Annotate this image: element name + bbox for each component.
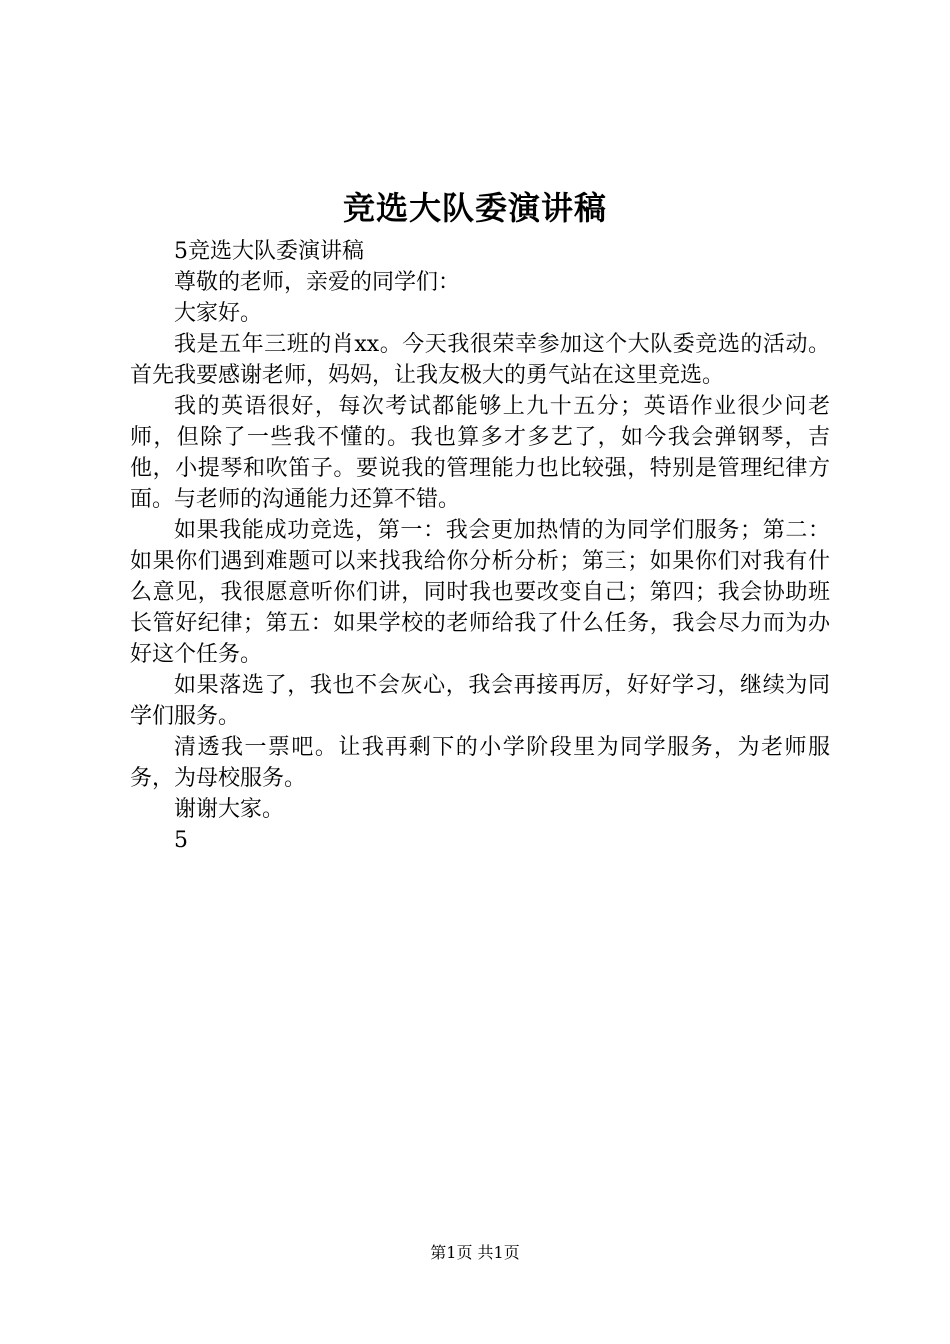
paragraph-introduction: 我是五年三班的肖xx。今天我很荣幸参加这个大队委竞选的活动。首先我要感谢老师，妈妈，让我友极大的勇气站在这里竞选。 [130,332,830,388]
paragraph-abilities: 我的英语很好，每次考试都能够上九十五分；英语作业很少问老师，但除了一些我不懂的。我也算多才多艺了，如今我会弹钢琴，吉他，小提琴和吹笛子。要说我的管理能力也比较强，特别是管理纪律方面。与老师的沟通能力还算不错。 [130,394,830,512]
paragraph-if-not-elected: 如果落选了，我也不会灰心，我会再接再厉，好好学习，继续为同学们服务。 [130,673,830,729]
paragraph-greeting: 大家好。 [174,301,263,326]
page-footer: 第1页 共1页 [430,1243,520,1262]
document-body [130,236,830,856]
paragraph-salutation: 尊敬的老师，亲爱的同学们： [174,270,461,295]
paragraph-vote-request: 清透我一票吧。让我再剩下的小学阶段里为同学服务，为老师服务，为母校服务。 [130,735,830,791]
paragraph-thanks: 谢谢大家。 [174,797,285,822]
document-title: 竞选大队委演讲稿 [342,189,607,227]
paragraph-subtitle: 5竞选大队委演讲稿 [174,239,364,264]
paragraph-trailing-number: 5 [174,828,188,853]
paragraph-promises: 如果我能成功竞选，第一：我会更加热情的为同学们服务；第二：如果你们遇到难题可以来找我给你分析分析；第三；如果你们对我有什么意见，我很愿意听你们讲，同时我也要改变自己；第四；我会协助班长管好纪律；第五：如果学校的老师给我了什么任务，我会尽力而为办好这个任务。 [130,518,830,667]
